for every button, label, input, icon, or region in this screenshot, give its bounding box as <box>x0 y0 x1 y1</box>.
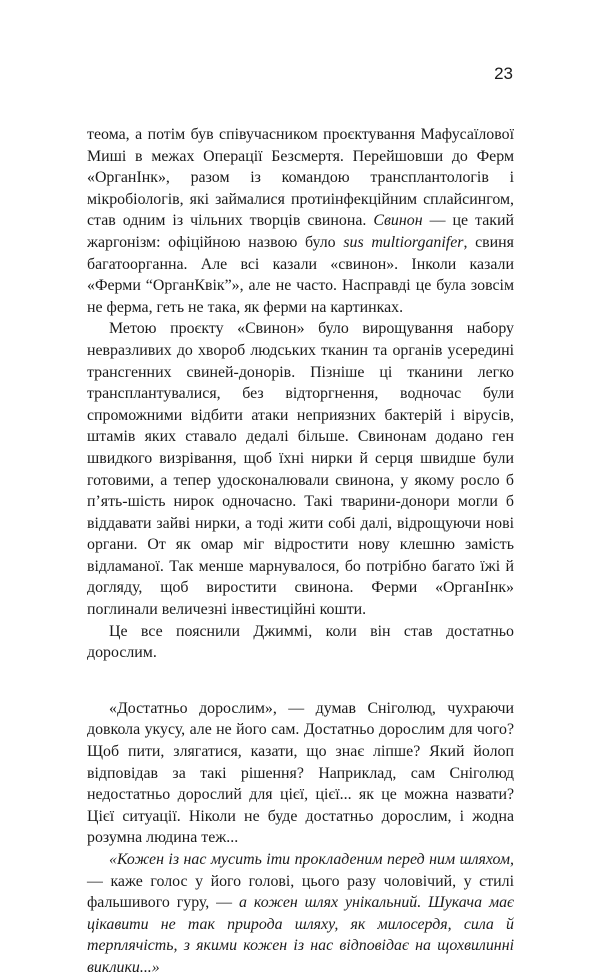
text-run: теома, а потім був співучасником проєктування Мафусаїлової Миші в межах Операції Безсмертя. Перейшовши до Ферм «ОрганІнк», разом із командою трансплантологів і мікробіологів, які займалися протиінфекційним сплайсингом, став одним із чільних творців свинона. <box>87 126 514 230</box>
text-run: , свиня багатоорганна. Але всі казали «свинон». Інколи казали «Ферми “ОрганКвік”», але не часто. Насправді це була зовсім не ферма, геть не така, як ферми на картинках. <box>87 233 514 316</box>
paragraph <box>87 318 514 620</box>
text-run: — каже голос у його голові, цього разу чоловічий, у стилі фальшивого гуру, — <box>87 872 514 912</box>
paragraph <box>87 621 514 664</box>
text-run: «Достатньо дорослим», — думав Сніголюд, чухраючи довкола укусу, але не його сам. Достатньо дорослим для чого? Щоб пити, злягатися, казати, що знає ліпше? Який йолоп відповідав за такі рішення? Наприклад, сам Сніголюд недостатньо дорослий для цієї, цієї... як це можна назвати? Цієї ситуації. Ніколи не буде достатньо дорослим, і жодна розумна людина теж... <box>87 699 514 847</box>
text-run: Це все пояснили Джиммі, коли він став достатньо дорослим. <box>87 622 514 662</box>
paragraph <box>87 849 514 979</box>
text-run: — це такий жаргонізм: офіційною назвою було <box>87 212 514 251</box>
text-run: Метою проєкту «Свинон» було вирощування набору невразливих до хвороб людських тканин та органів усередині трансгенних свиней-донорів. Пізніше ці тканини легко трансплантувалися, без відторгнення, водночас були спроможними відбити атаки неприязних бактерій і вірусів, штамів яких ставало дедалі більше. Свинонам додано ген швидкого визрівання, щоб їхні нирки й серця швидше були готовими, а тепер удосконалювали свинона, у якому росло б п’ять-шість нирок одночасно. Такі тварини-донори могли б віддавати зайві нирки, а тоді жити собі далі, відрощуючи нові органи. От як омар міг відростити нову клешню замість відламаної. Так менше марнувалося, бо потрібно багато їжі й догляду, щоб виростити свинона. Ферми «ОрганІнк» поглинали величезні інвестиційні кошти. <box>87 320 514 619</box>
italic-text: sus multiorganifer <box>343 233 464 251</box>
italic-text: «Кожен із нас мусить іти прокладеним перед ним шляхом, <box>109 851 514 868</box>
page-number: 23 <box>494 64 513 83</box>
paragraph <box>87 124 514 318</box>
italic-text: Свинон <box>373 212 423 230</box>
body-text <box>87 124 514 979</box>
paragraph <box>87 698 514 849</box>
italic-text: а кожен шлях унікальний. Шукача має цікавити не так природа шляху, як милосердя, сила й терплячість, з якими кожен із нас відповідає на щохвилинні виклики...» <box>87 894 514 976</box>
